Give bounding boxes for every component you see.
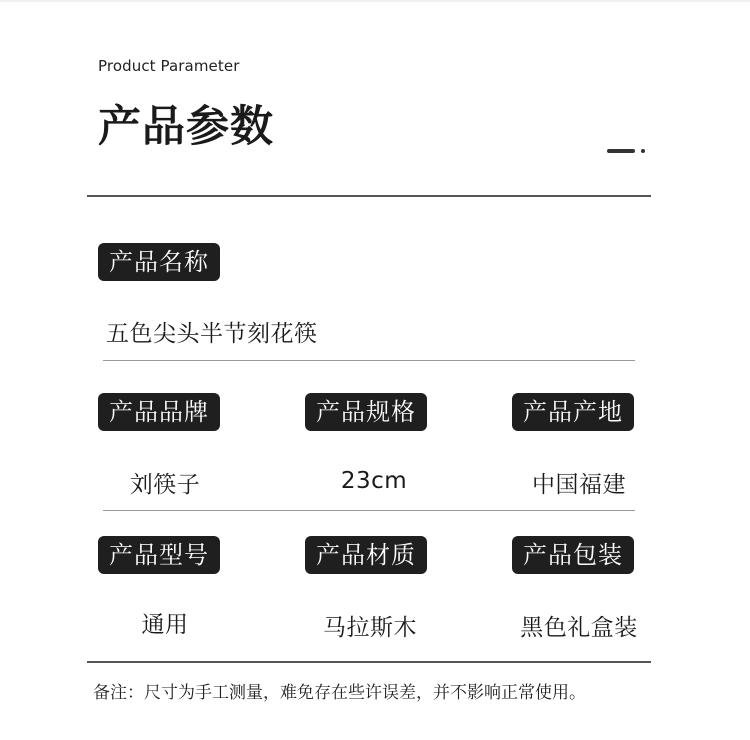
model-tag: 产品型号 bbox=[98, 536, 220, 574]
material-value: 马拉斯木 bbox=[323, 615, 417, 641]
dash-bar bbox=[607, 149, 635, 153]
spec-value: 23cm bbox=[340, 468, 408, 494]
dash-dot bbox=[641, 149, 645, 153]
packaging-tag: 产品包装 bbox=[512, 536, 634, 574]
model-value: 通用 bbox=[141, 612, 189, 638]
spec-tag: 产品规格 bbox=[305, 393, 427, 431]
page-title: 产品参数 bbox=[98, 102, 274, 152]
material-tag: 产品材质 bbox=[305, 536, 427, 574]
top-strip bbox=[0, 0, 750, 2]
product-name-value: 五色尖头半节刻花筷 bbox=[106, 321, 318, 347]
origin-value: 中国福建 bbox=[532, 472, 626, 498]
decorative-dash-icon bbox=[607, 148, 647, 154]
row1-divider bbox=[103, 510, 635, 511]
footnote: 备注：尺寸为手工测量，难免存在些许误差，并不影响正常使用。 bbox=[93, 683, 586, 703]
product-name-tag: 产品名称 bbox=[98, 243, 220, 281]
page-subtitle: Product Parameter bbox=[98, 57, 240, 75]
footer-divider bbox=[87, 661, 651, 663]
origin-tag: 产品产地 bbox=[512, 393, 634, 431]
header-divider bbox=[87, 195, 651, 197]
brand-tag: 产品品牌 bbox=[98, 393, 220, 431]
packaging-value: 黑色礼盒装 bbox=[520, 615, 638, 641]
brand-value: 刘筷子 bbox=[129, 472, 201, 498]
name-divider bbox=[103, 360, 635, 361]
